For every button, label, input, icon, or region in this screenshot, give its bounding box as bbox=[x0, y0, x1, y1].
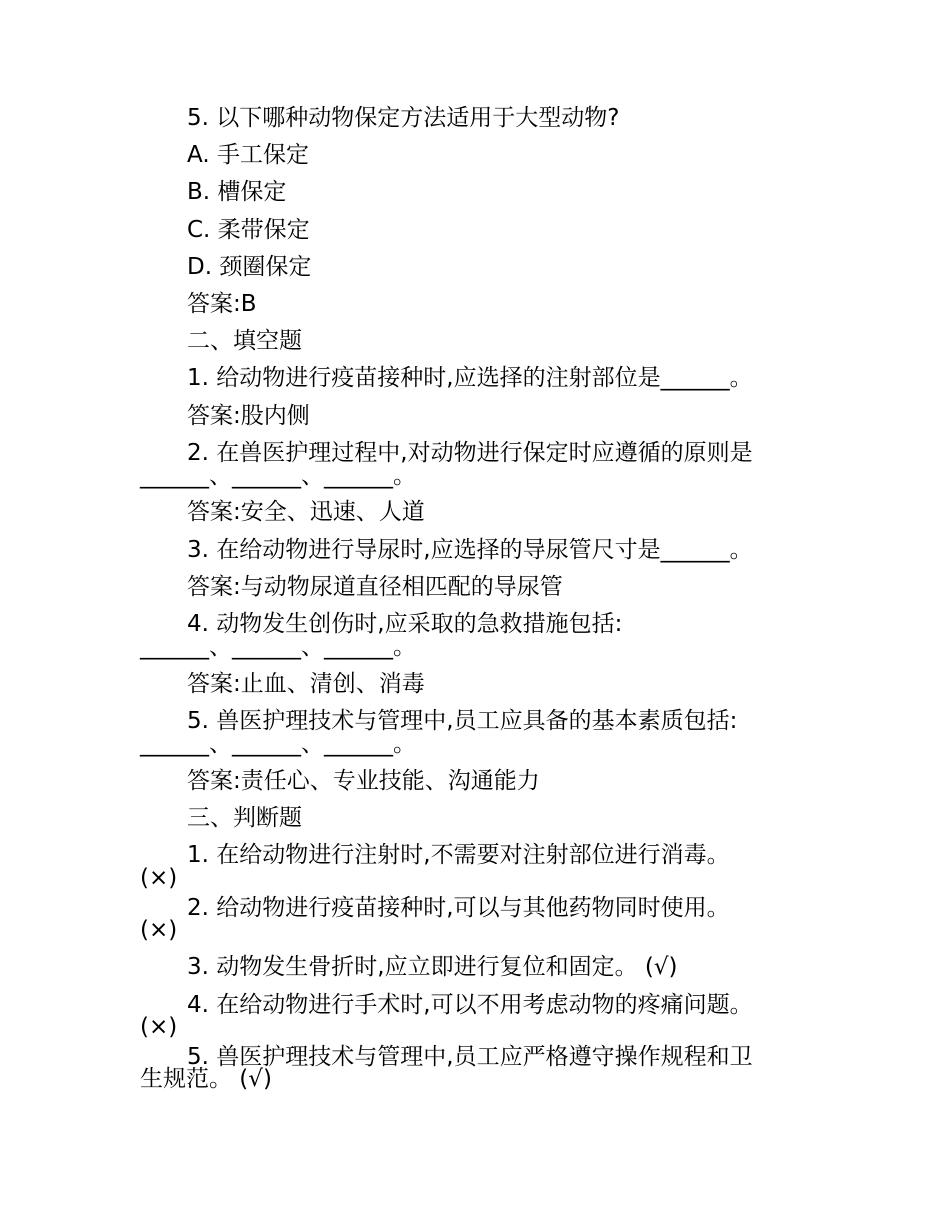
fill-question-2-line-1: 2. 在兽医护理过程中,对动物进行保定时应遵循的原则是 bbox=[187, 440, 753, 467]
tf-question-5-line-1: 5. 兽医护理技术与管理中,员工应严格遵守操作规程和卫 bbox=[187, 1043, 753, 1070]
tf-question-4-mark: (×) bbox=[140, 1014, 178, 1041]
document-page bbox=[140, 100, 812, 1098]
option-b: B. 槽保定 bbox=[187, 179, 287, 206]
option-d: D. 颈圈保定 bbox=[187, 253, 312, 280]
fill-question-2-line-2: ______、______、______。 bbox=[140, 462, 416, 489]
fill-answer-5: 答案:责任心、专业技能、沟通能力 bbox=[187, 767, 540, 794]
fill-question-5-line-1: 5. 兽医护理技术与管理中,员工应具备的基本素质包括: bbox=[187, 708, 738, 735]
tf-question-2-mark: (×) bbox=[140, 917, 178, 944]
fill-question-4-line-1: 4. 动物发生创伤时,应采取的急救措施包括: bbox=[187, 611, 623, 638]
tf-question-1-line-1: 1. 在给动物进行注射时,不需要对注射部位进行消毒。 bbox=[187, 842, 730, 869]
fill-question-4-line-2: ______、______、______。 bbox=[140, 633, 416, 660]
section-heading-true-false: 三、判断题 bbox=[187, 804, 302, 831]
fill-question-5 bbox=[140, 710, 812, 755]
option-a: A. 手工保定 bbox=[187, 142, 309, 169]
fill-question-4 bbox=[140, 613, 812, 658]
tf-question-4-line-1: 4. 在给动物进行手术时,可以不用考虑动物的疼痛问题。 bbox=[187, 991, 753, 1018]
answer-choice-5: 答案:B bbox=[187, 290, 257, 317]
tf-question-1 bbox=[140, 844, 812, 889]
fill-answer-4: 答案:止血、清创、消毒 bbox=[187, 670, 425, 697]
fill-question-5-line-2: ______、______、______。 bbox=[140, 730, 416, 757]
fill-answer-2: 答案:安全、迅速、人道 bbox=[187, 499, 425, 526]
tf-question-4 bbox=[140, 991, 812, 1041]
tf-question-3: 3. 动物发生骨折时,应立即进行复位和固定。 (√) bbox=[187, 953, 678, 980]
tf-question-2-line-1: 2. 给动物进行疫苗接种时,可以与其他药物同时使用。 bbox=[187, 894, 730, 921]
fill-question-1: 1. 给动物进行疫苗接种时,应选择的注射部位是______。 bbox=[187, 365, 753, 392]
fill-question-2 bbox=[140, 442, 812, 487]
question-choice-5: 5. 以下哪种动物保定方法适用于大型动物? bbox=[187, 105, 620, 131]
tf-question-5 bbox=[140, 1043, 812, 1093]
tf-question-1-mark: (×) bbox=[140, 864, 178, 891]
option-c: C. 柔带保定 bbox=[187, 216, 310, 243]
tf-question-2 bbox=[140, 894, 812, 944]
fill-answer-3: 答案:与动物尿道直径相匹配的导尿管 bbox=[187, 573, 563, 600]
fill-answer-1: 答案:股内侧 bbox=[187, 402, 310, 429]
tf-question-5-line-2: 生规范。 (√) bbox=[140, 1066, 272, 1093]
fill-question-3: 3. 在给动物进行导尿时,应选择的导尿管尺寸是______。 bbox=[187, 536, 753, 563]
section-heading-fill-blank: 二、填空题 bbox=[187, 328, 302, 355]
